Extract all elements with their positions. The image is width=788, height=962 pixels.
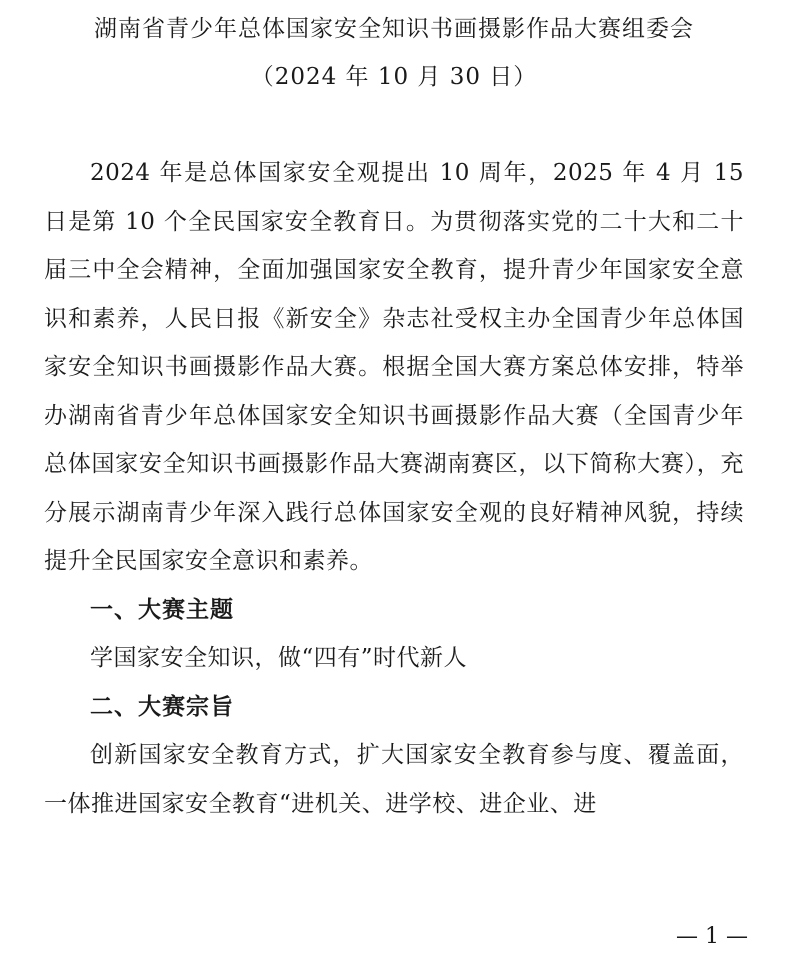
page-number: — 1 — [676,924,748,949]
section-heading-purpose: 二、大赛宗旨 [90,693,234,720]
document-body [44,149,744,828]
organizer-title: 湖南省青少年总体国家安全知识书画摄影作品大赛组委会 [94,16,694,42]
intro-paragraph: 2024 年是总体国家安全观提出 10 周年，2025 年 4 月 15 日是第 10 个全民国家安全教育日。为贯彻落实党的二十大和二十届三中全会精神，全面加强国家安全教育，提升青少年国家安全意识和素养，人民日报《新安全》杂志社受权主办全国青少年总体国家安全知识书画摄影作品大赛。根据全国大赛方案总体安排，特举办湖南省青少年总体国家安全知识书画摄影作品大赛（全国青少年总体国家安全知识书画摄影作品大赛湖南赛区，以下简称大赛），充分展示湖南青少年深入践行总体国家安全观的良好精神风貌，持续提升全民国家安全意识和素养。 [44,160,744,574]
section-heading-theme: 一、大赛主题 [90,596,234,623]
theme-paragraph: 学国家安全知识，做“四有”时代新人 [90,645,468,671]
document-date: （2024 年 10 月 30 日） [250,64,538,90]
purpose-paragraph: 创新国家安全教育方式，扩大国家安全教育参与度、覆盖面，一体推进国家安全教育“进机关、进学校、进企业、进 [44,742,744,817]
